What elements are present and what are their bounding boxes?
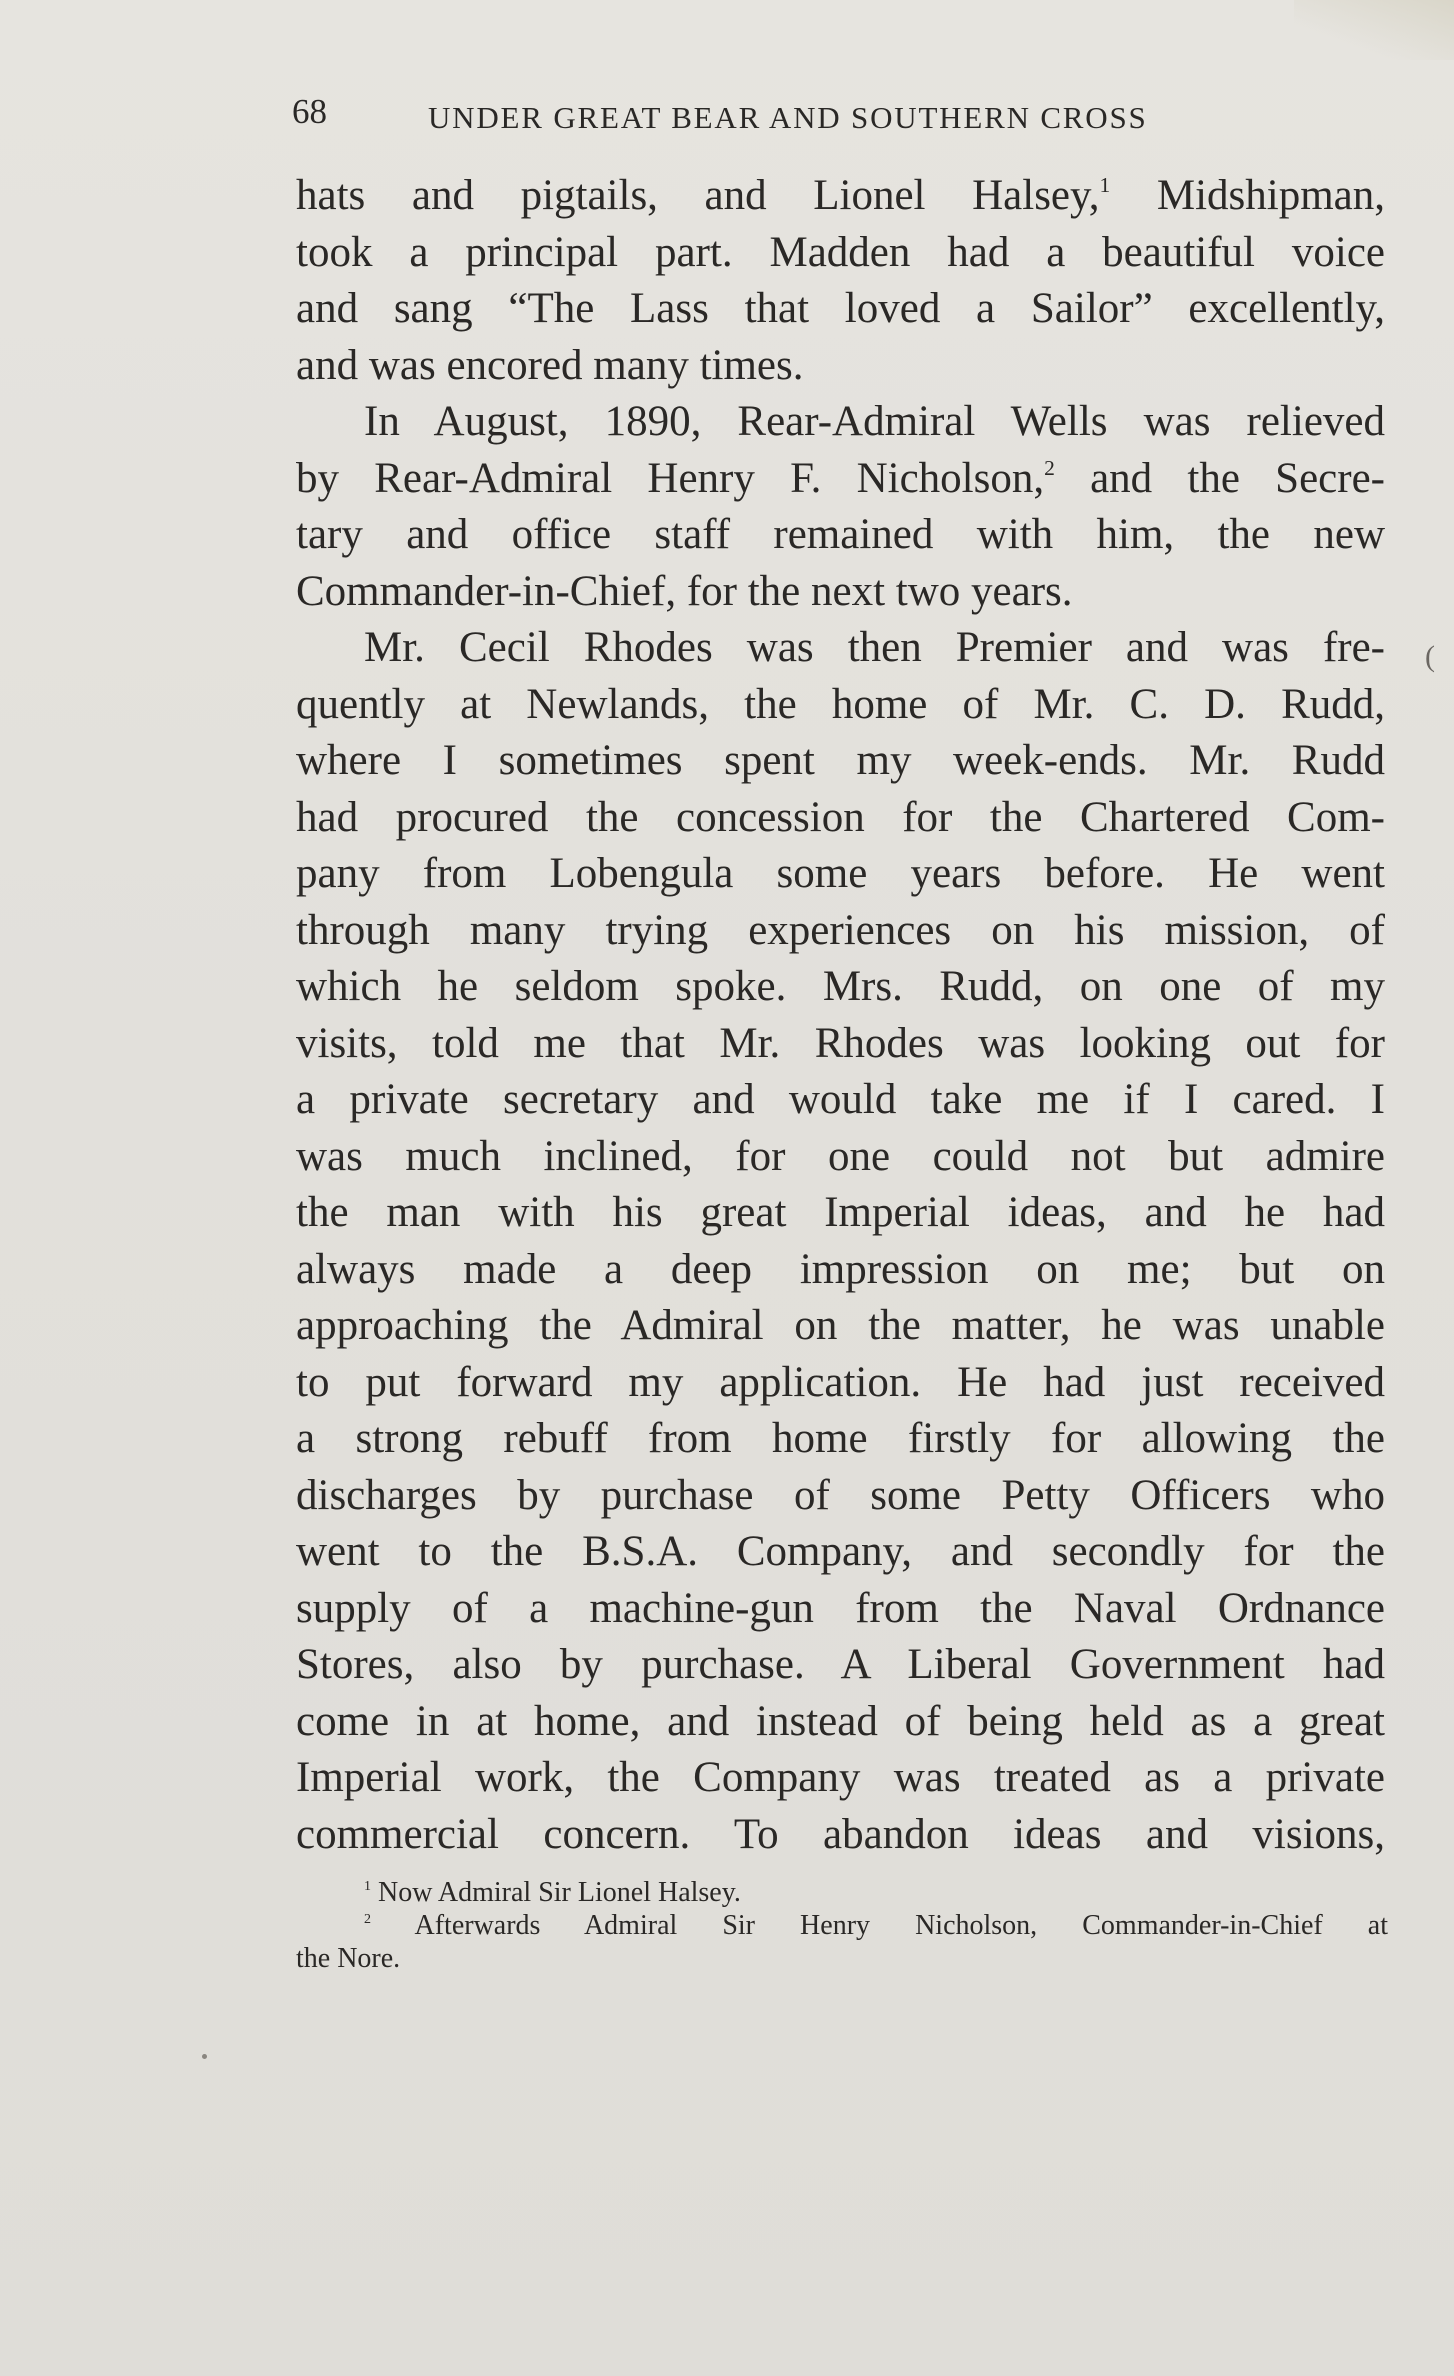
page-header <box>292 92 1292 142</box>
text-line: discharges by purchase of some Petty Officers who <box>296 1471 1385 1519</box>
text-line: and was encored many times. <box>296 341 804 389</box>
text-line: approaching the Admiral on the matter, he was unable <box>296 1302 1385 1349</box>
text-line: and sang “The Lass that loved a Sailor” excellently, <box>296 285 1385 332</box>
text-line: visits, told me that Mr. Rhodes was looking out for <box>296 1019 1385 1067</box>
footnote-marker: 1 <box>364 1878 371 1894</box>
running-head: UNDER GREAT BEAR AND SOUTHERN CROSS <box>428 100 1148 135</box>
footnote-ref-1: 1 <box>1099 172 1111 197</box>
text-line-tail: and the Secre- <box>1054 454 1385 502</box>
text-line: went to the B.S.A. Company, and secondly for the <box>296 1528 1385 1575</box>
text-line: commercial concern. To abandon ideas and visions, <box>296 1810 1385 1858</box>
text-line: tary and office staff remained with him, the new <box>296 511 1385 558</box>
text-line-tail: Midshipman, <box>1110 172 1385 219</box>
page-corner-shading <box>1294 0 1454 60</box>
text-line: supply of a machine-gun from the Naval Ordnance <box>296 1584 1385 1632</box>
text-line: the man with his great Imperial ideas, and he had <box>296 1189 1385 1236</box>
footnotes <box>296 1876 1388 1975</box>
footnote-2-continuation: the Nore. <box>296 1943 401 1974</box>
margin-pencil-mark: ( <box>1425 640 1435 673</box>
footnote-marker: 2 <box>364 1911 371 1927</box>
footnote-1 <box>296 1876 1388 1909</box>
text-line: always made a deep impression on me; but on <box>296 1245 1385 1293</box>
text-line: a strong rebuff from home firstly for allowing the <box>296 1415 1385 1462</box>
footnote-2 <box>296 1909 1388 1942</box>
text-line: Commander-in-Chief, for the next two years. <box>296 567 1073 615</box>
text-line <box>296 451 1385 508</box>
page-speck <box>202 2054 207 2059</box>
text-line: took a principal part. Madden had a beautiful voice <box>296 228 1385 276</box>
text-line: had procured the concession for the Chartered Com- <box>296 793 1385 841</box>
text-line: a private secretary and would take me if I cared. I <box>296 1076 1385 1123</box>
text-line: pany from Lobengula some years before. He went <box>296 850 1385 897</box>
text-line-content: by Rear-Admiral Henry F. Nicholson, <box>296 454 1045 502</box>
text-line: quently at Newlands, the home of Mr. C. D. Rudd, <box>296 680 1385 728</box>
text-line <box>296 168 1385 225</box>
text-line: Mr. Cecil Rhodes was then Premier and was fre- <box>364 624 1385 671</box>
text-line-content: hats and pigtails, and Lionel Halsey, <box>296 172 1100 219</box>
text-line: through many trying experiences on his mission, of <box>296 906 1385 954</box>
text-line: which he seldom spoke. Mrs. Rudd, on one of my <box>296 963 1385 1010</box>
text-line: Stores, also by purchase. A Liberal Government had <box>296 1641 1385 1688</box>
text-line: to put forward my application. He had just received <box>296 1358 1385 1406</box>
footnote-text: Afterwards Admiral Sir Henry Nicholson, Commander-in-Chief at <box>371 1910 1388 1941</box>
footnote-text: Now Admiral Sir Lionel Halsey. <box>371 1877 741 1908</box>
text-line: Imperial work, the Company was treated as a private <box>296 1754 1385 1801</box>
text-line: come in at home, and instead of being held as a great <box>296 1697 1385 1745</box>
page-number: 68 <box>292 92 327 131</box>
text-line: In August, 1890, Rear-Admiral Wells was relieved <box>364 398 1385 445</box>
footnote-ref-2: 2 <box>1044 455 1055 480</box>
body-text <box>296 168 1385 1863</box>
text-line: where I sometimes spent my week-ends. Mr. Rudd <box>296 737 1385 784</box>
text-line: was much inclined, for one could not but admire <box>296 1132 1385 1180</box>
